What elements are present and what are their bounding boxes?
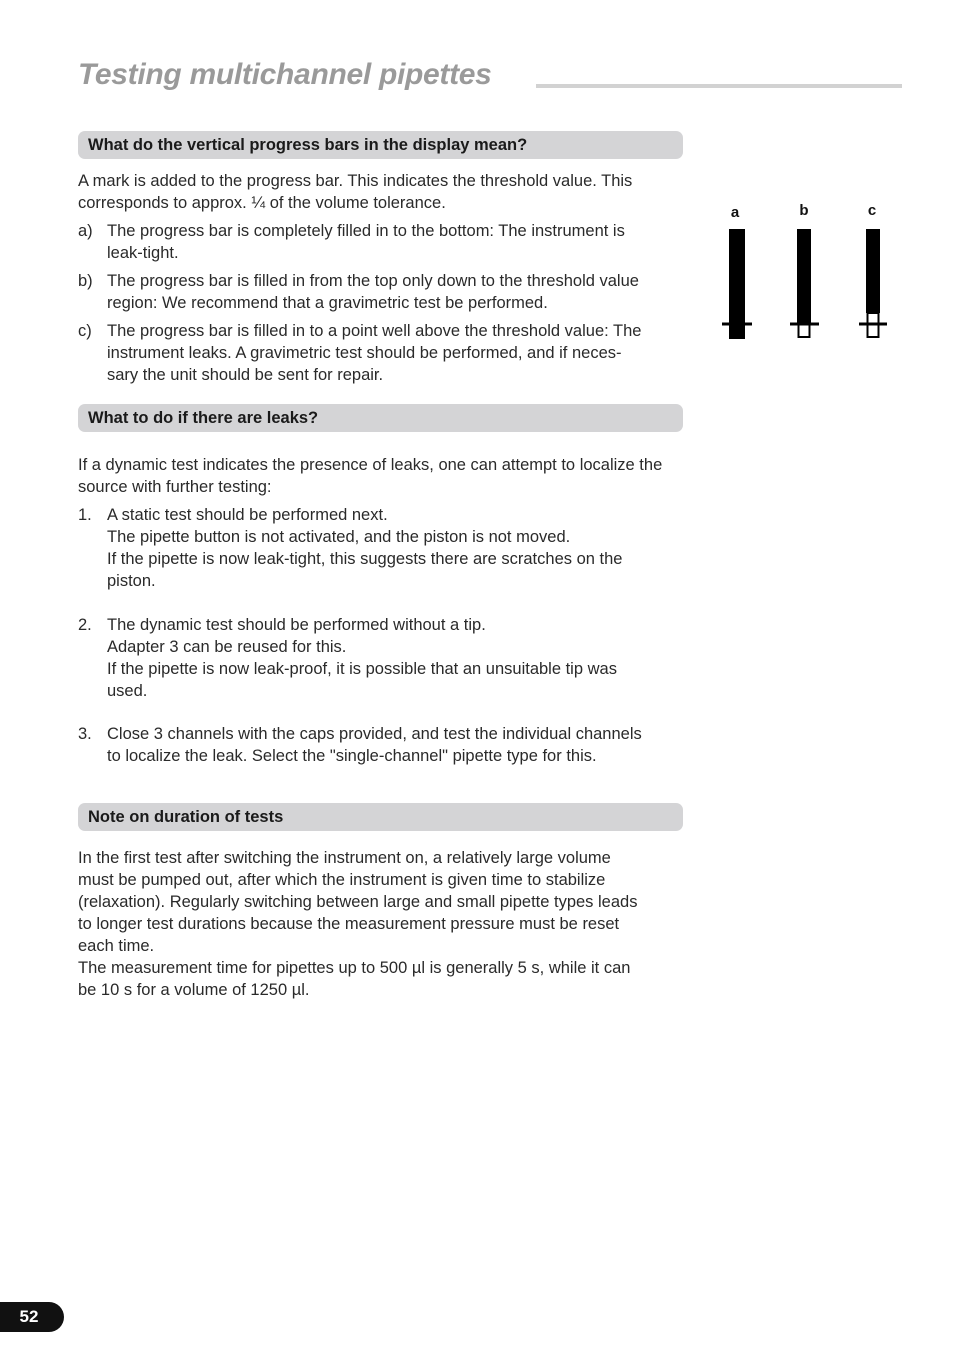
step-line: to localize the leak. Select the "single-channel" pipette type for this. (107, 747, 597, 765)
list-item-c (78, 320, 683, 386)
step-marker: 1. (78, 506, 92, 524)
section-body-duration (78, 847, 683, 1001)
step-3 (78, 723, 683, 767)
list-marker: a) (78, 222, 93, 240)
list-item-a (78, 220, 683, 264)
list-marker: c) (78, 322, 92, 340)
step-line: piston. (107, 572, 156, 590)
step-line: Adapter 3 can be reused for this. (107, 638, 347, 656)
progress-bars-figure (715, 196, 905, 346)
step-line: used. (107, 682, 148, 700)
step-line: The dynamic test should be performed without a tip. (107, 616, 486, 634)
list-line: leak-tight. (107, 244, 179, 262)
step-marker: 3. (78, 725, 92, 743)
progress-bar-b (797, 229, 811, 324)
step-marker: 2. (78, 616, 92, 634)
paragraph-line: The measurement time for pipettes up to 500 µl is generally 5 s, while it can (78, 959, 631, 977)
step-line: If the pipette is now leak-tight, this suggests there are scratches on the (107, 550, 623, 568)
figure-label-a: a (730, 204, 740, 221)
step-line: The pipette button is not activated, and the piston is not moved. (107, 528, 571, 546)
page-number: 52 (0, 1302, 64, 1332)
figure-label-c: c (867, 202, 877, 219)
list-line: sary the unit should be sent for repair. (107, 366, 384, 384)
title-rule (536, 84, 902, 88)
list-line: instrument leaks. A gravimetric test should be performed, and if neces- (107, 344, 622, 362)
progress-bar-c (866, 229, 880, 313)
list-line: The progress bar is filled in from the top only down to the threshold value (107, 272, 639, 290)
step-line: Close 3 channels with the caps provided, and test the individual channels (107, 725, 642, 743)
list-marker: b) (78, 272, 93, 290)
page-title: Testing multichannel pipettes (78, 58, 492, 91)
step-1 (78, 504, 683, 592)
figure-label-b: b (799, 202, 809, 219)
paragraph-line: to longer test durations because the measurement pressure must be reset (78, 915, 620, 933)
paragraph-line: In the first test after switching the instrument on, a relatively large volume (78, 849, 611, 867)
list-line: The progress bar is completely filled in to the bottom: The instrument is (107, 222, 625, 240)
step-line: If the pipette is now leak-proof, it is possible that an unsuitable tip was (107, 660, 617, 678)
step-2 (78, 614, 683, 702)
paragraph-line: each time. (78, 937, 155, 955)
paragraph-line: (relaxation). Regularly switching between large and small pipette types leads (78, 893, 638, 911)
paragraph-line: be 10 s for a volume of 1250 µl. (78, 981, 310, 999)
section-heading-duration: Note on duration of tests (78, 803, 683, 831)
section-heading-leaks: What to do if there are leaks? (78, 404, 683, 432)
intro-paragraph: A mark is added to the progress bar. This indicates the threshold value. This corresponds to approx. ¼ of the volume tolerance. (78, 172, 633, 212)
list-line: region: We recommend that a gravimetric test be performed. (107, 294, 548, 312)
section-body-progress-bars (78, 170, 683, 386)
intro-paragraph: If a dynamic test indicates the presence of leaks, one can attempt to localize the source with further testing: (78, 456, 663, 496)
paragraph-line: must be pumped out, after which the instrument is given time to stabilize (78, 871, 606, 889)
section-body-leaks (78, 454, 683, 767)
step-line: A static test should be performed next. (107, 506, 388, 524)
list-item-b (78, 270, 683, 314)
progress-bar-b-empty (799, 324, 810, 337)
list-line: The progress bar is filled in to a point well above the threshold value: The (107, 322, 642, 340)
section-heading-progress-bars: What do the vertical progress bars in the display mean? (78, 131, 683, 159)
